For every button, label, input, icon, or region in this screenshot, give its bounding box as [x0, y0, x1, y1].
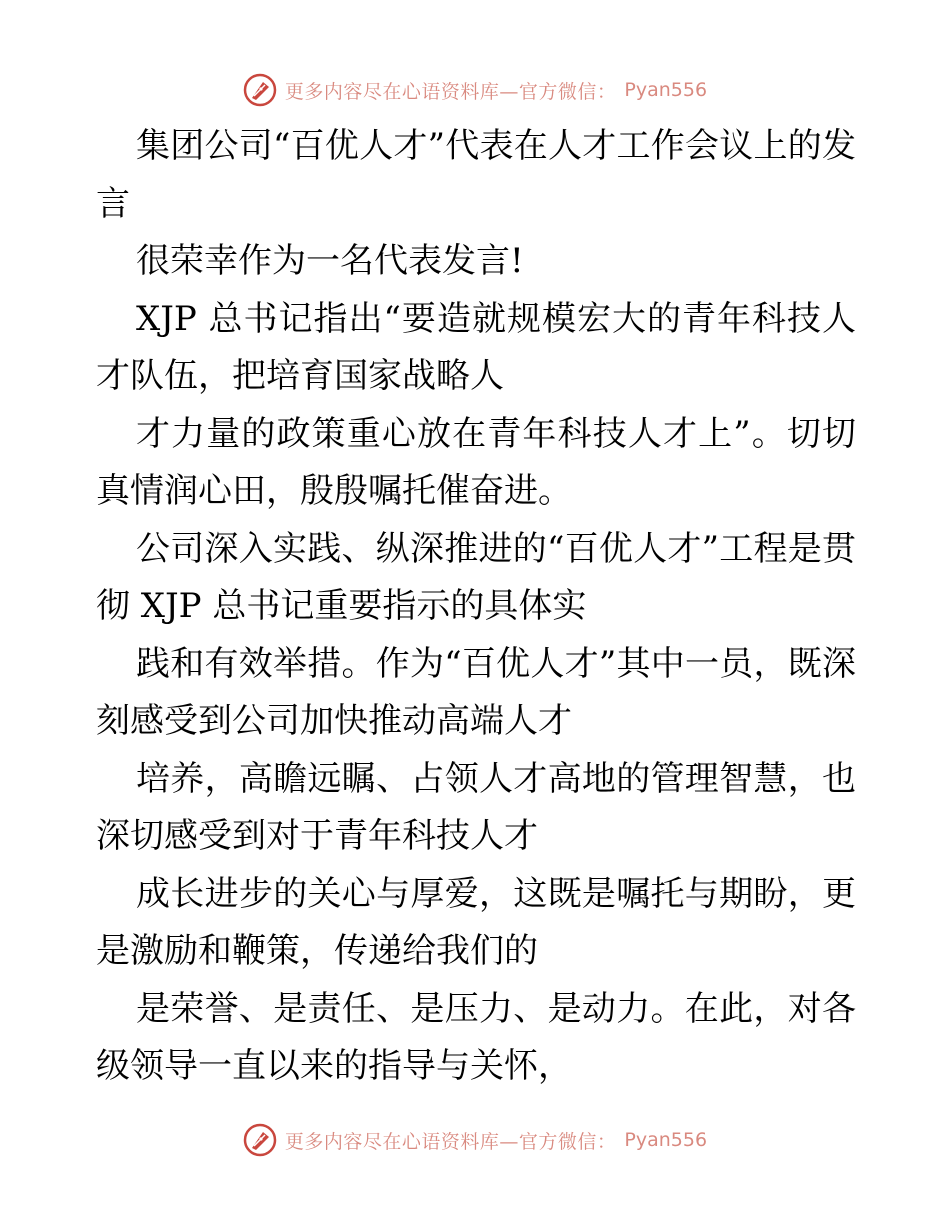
watermark-handle: Pyan556	[624, 1129, 708, 1151]
paragraph: 培养，高瞻远瞩、占领人才高地的管理智慧，也深切感受到对于青年科技人才	[96, 758, 856, 856]
paragraph: 很荣幸作为一名代表发言!	[136, 241, 524, 281]
document-body	[96, 118, 856, 1096]
header-watermark	[0, 70, 950, 110]
watermark-text: 更多内容尽在心语资料库—官方微信：	[284, 80, 617, 103]
document-title: 集团公司“百优人才”代表在人才工作会议上的发言	[96, 126, 856, 224]
paragraph: 才力量的政策重心放在青年科技人才上”。切切真情润心田，殷殷嘱托催奋进。	[96, 413, 856, 511]
paragraph: 公司深入实践、纵深推进的“百优人才”工程是贯彻 XJP 总书记重要指示的具体实	[96, 528, 856, 626]
paragraph: XJP 总书记指出“要造就规模宏大的青年科技人才队伍，把培育国家战略人	[96, 298, 856, 396]
pen-nib-logo-icon	[243, 73, 277, 107]
paragraph: 成长进步的关心与厚爱，这既是嘱托与期盼，更是激励和鞭策，传递给我们的	[96, 873, 856, 971]
paragraph: 是荣誉、是责任、是压力、是动力。在此，对各级领导一直以来的指导与关怀，	[96, 988, 856, 1086]
footer-watermark	[0, 1120, 950, 1160]
paragraph: 践和有效举措。作为“百优人才”其中一员，既深刻感受到公司加快推动高端人才	[96, 643, 856, 741]
watermark-text: 更多内容尽在心语资料库—官方微信：	[284, 1130, 617, 1153]
pen-nib-logo-icon	[243, 1123, 277, 1157]
watermark-handle: Pyan556	[624, 79, 708, 101]
